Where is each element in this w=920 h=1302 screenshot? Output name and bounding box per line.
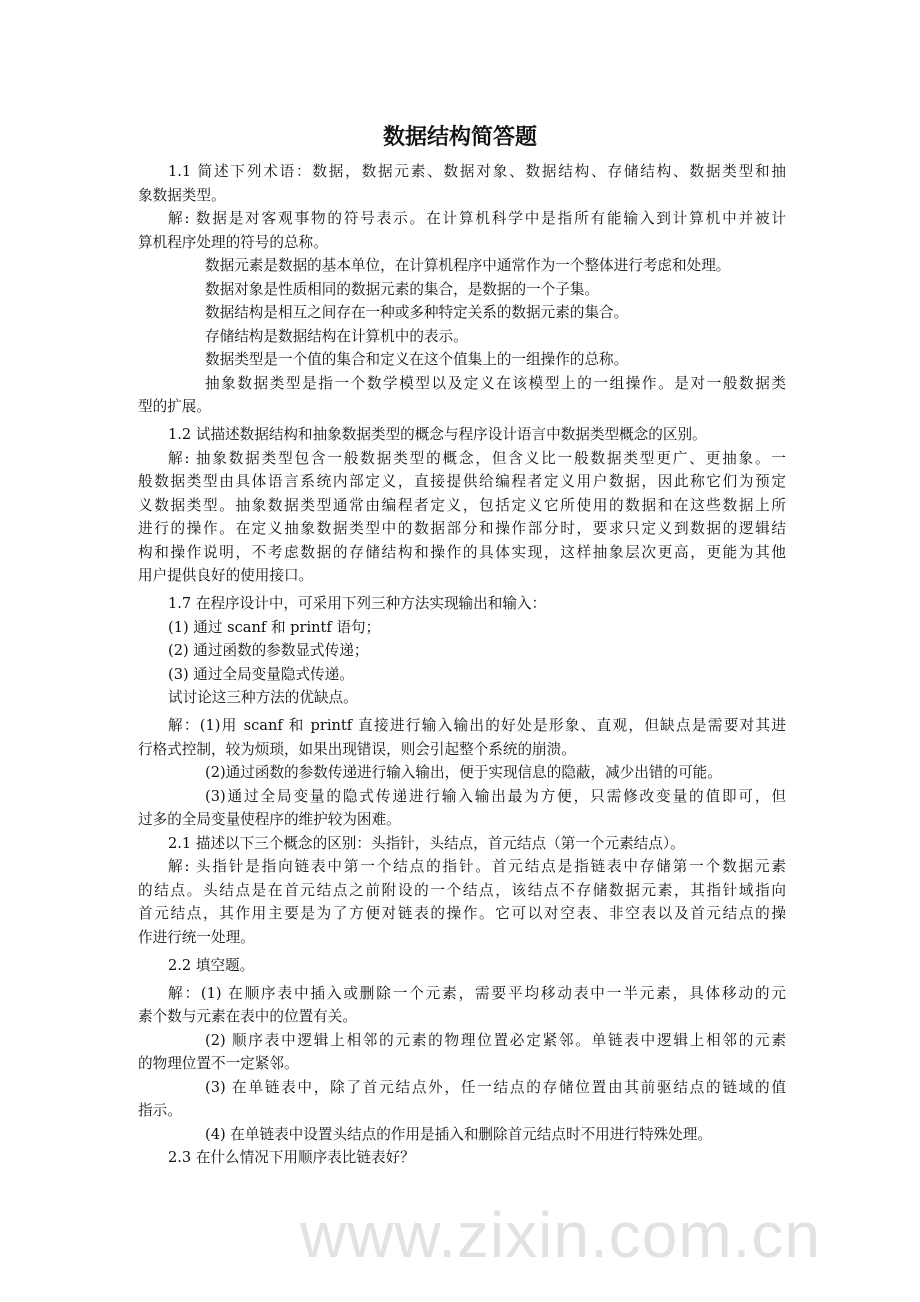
text-line: 解: 抽象数据类型包含一般数据类型的概念，但含义比一般数据类型更广、更抽象。一	[168, 449, 786, 467]
text-line: 抽象数据类型是指一个数学模型以及定义在该模型上的一组操作。是对一般数据类	[205, 374, 786, 392]
text-line: 构和操作说明，不考虑数据的存储结构和操作的具体实现，这样抽象层次更高，更能为其他	[138, 543, 786, 561]
text-line: 2.3 在什么情况下用顺序表比链表好？	[168, 1149, 415, 1166]
text-line: (2) 通过函数的参数显式传递；	[168, 642, 369, 659]
text-line: 用户提供良好的使用接口。	[138, 567, 314, 584]
text-line: 算机程序处理的符号的总称。	[138, 233, 328, 251]
text-line: 数据对象是性质相同的数据元素的集合，是数据的一个子集。	[205, 280, 600, 298]
text-line: 1.7 在程序设计中，可采用下列三种方法实现输出和输入：	[168, 595, 547, 612]
text-line: 的物理位置不一定紧邻。	[138, 1055, 299, 1072]
text-line: 数据类型是一个值的集合和定义在这个值集上的一组操作的总称。	[205, 351, 629, 368]
text-line: 指示。	[138, 1102, 182, 1119]
text-line: 首元结点，其作用主要是为了方便对链表的操作。它可以对空表、非空表以及首元结点的操	[138, 905, 786, 922]
text-line: 义数据类型。抽象数据类型通常由编程者定义，包括定义它所使用的数据和在这些数据上所	[138, 496, 786, 514]
text-line: 2.2 填空题。	[168, 956, 255, 974]
watermark: www.zixin.com.cn	[300, 1199, 821, 1271]
text-line: 试讨论这三种方法的优缺点。	[168, 689, 358, 706]
text-line: 型的扩展。	[138, 398, 211, 415]
text-line: 2.1 描述以下三个概念的区别：头指针，头结点，首元结点（第一个元素结点）。	[168, 834, 685, 852]
text-line: (2)通过函数的参数传递进行输入输出，便于实现信息的隐蔽，减少出错的可能。	[205, 764, 722, 781]
text-line: (1) 通过 scanf 和 printf 语句；	[168, 618, 381, 636]
text-line: 1.2 试描述数据结构和抽象数据类型的概念与程序设计语言中数据类型概念的区别。	[168, 426, 707, 443]
text-line: 素个数与元素在表中的位置有关。	[138, 1008, 357, 1025]
text-line: 作进行统一处理。	[138, 928, 255, 946]
text-line: 1.1 简述下列术语：数据，数据元素、数据对象、数据结构、存储结构、数据类型和抽	[168, 163, 786, 180]
text-line: 数据元素是数据的基本单位，在计算机程序中通常作为一个整体进行考虑和处理。	[205, 257, 731, 274]
document-body	[138, 160, 786, 1170]
text-line: 解：(1)用 scanf 和 printf 直接进行输入输出的好处是形象、直观，但缺点是需要对其进	[168, 717, 786, 734]
text-line: (3)通过全局变量的隐式传递进行输入输出最为方便，只需修改变量的值即可，但	[205, 787, 786, 805]
text-line: (3) 通过全局变量隐式传递。	[168, 665, 354, 683]
text-line: 数据结构是相互之间存在一种或多种特定关系的数据元素的集合。	[205, 304, 629, 321]
text-line: (3) 在单链表中，除了首元结点外，任一结点的存储位置由其前驱结点的链域的值	[205, 1078, 786, 1096]
document-title: 数据结构简答题	[382, 125, 537, 150]
text-line: 解: 头指针是指向链表中第一个结点的指针。首元结点是指链表中存储第一个数据元素	[168, 858, 786, 875]
text-line: (4) 在单链表中设置头结点的作用是插入和删除首元结点时不用进行特殊处理。	[205, 1125, 712, 1143]
text-line: 象数据类型。	[138, 186, 226, 204]
text-line: 般数据类型由具体语言系统内部定义，直接提供给编程者定义用户数据，因此称它们为预定	[138, 473, 786, 490]
text-line: 进行的操作。在定义抽象数据类型中的数据部分和操作部分时，要求只定义到数据的逻辑结	[138, 520, 786, 537]
text-line: 解：(1) 在顺序表中插入或删除一个元素，需要平均移动表中一半元素，具体移动的元	[168, 984, 786, 1002]
text-line: 的结点。头结点是在首元结点之前附设的一个结点，该结点不存储数据元素，其指针域指向	[138, 881, 786, 899]
text-line: 存储结构是数据结构在计算机中的表示。	[205, 327, 468, 345]
text-line: 过多的全局变量使程序的维护较为困难。	[138, 811, 401, 828]
text-line: 行格式控制，较为烦琐，如果出现错误，则会引起整个系统的崩溃。	[138, 740, 576, 758]
text-line: (2) 顺序表中逻辑上相邻的元素的物理位置必定紧邻。单链表中逻辑上相邻的元素	[205, 1031, 786, 1049]
text-line: 解: 数据是对客观事物的符号表示。在计算机科学中是指所有能输入到计算机中并被计	[168, 210, 786, 227]
